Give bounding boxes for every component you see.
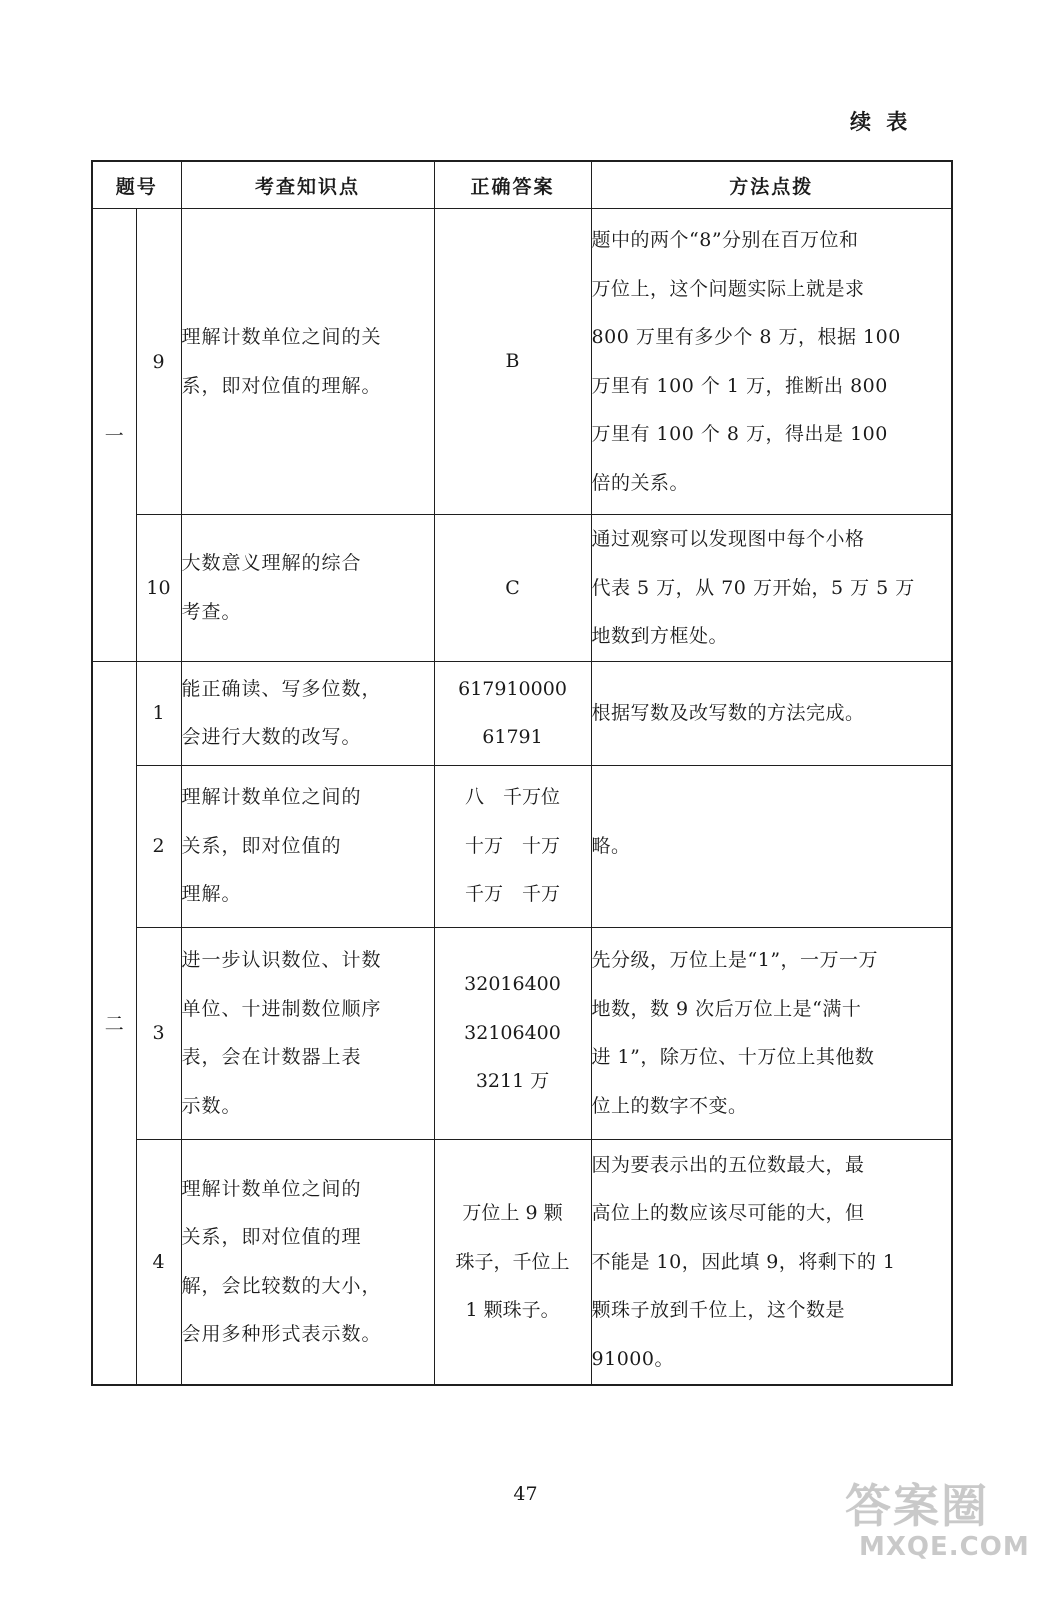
knowledge-point-line: 解，会比较数的大小， [181,1274,382,1297]
knowledge-point-line: 能正确读、写多位数， [181,677,382,700]
method-tip-line: 地数到方框处。 [591,625,729,647]
section-label: 二 [92,661,136,1385]
method-tip-line: 地数，数 9 次后万位上是“满十 [591,997,862,1020]
correct-answer-line: C [505,576,520,599]
table-row [92,515,952,662]
knowledge-point-line: 会进行大数的改写。 [181,726,362,748]
method-tip-line: 通过观察可以发现图中每个小格 [591,528,865,550]
watermark-logo [845,1470,1045,1590]
knowledge-point-line: 理解计数单位之间的关 [181,326,382,348]
table-row [92,209,952,515]
correct-answer-line: 珠子，千位上 [455,1250,570,1273]
correct-answer-cell [434,927,591,1139]
continued-label: 续 表 [850,110,912,134]
knowledge-point-line: 理解计数单位之间的 [181,786,362,809]
question-number: 10 [136,515,181,662]
correct-answer-line: 3211 万 [475,1070,550,1093]
table-row [92,661,952,765]
method-tip-line: 题中的两个“8”分别在百万位和 [591,229,859,251]
method-tip-line: 800 万里有多少个 8 万，根据 100 [591,326,901,348]
table-row [92,765,952,927]
correct-answer-cell [434,765,591,927]
method-tip-line: 万里有 100 个 8 万，得出是 100 [591,423,888,445]
method-tip-line: 不能是 10，因此填 9，将剩下的 1 [591,1250,896,1273]
knowledge-point-line: 进一步认识数位、计数 [181,949,382,971]
method-tip-cell [591,661,952,765]
question-number: 4 [136,1139,181,1385]
correct-answer-line: 万位上 9 颗 [462,1202,563,1224]
knowledge-point-line: 表，会在计数器上表 [181,1046,362,1068]
question-number: 3 [136,927,181,1139]
correct-answer-line: 八 千万位 [465,786,561,809]
correct-answer-line: 千万 千万 [465,883,561,906]
knowledge-point-line: 考查。 [181,600,242,623]
knowledge-point-line: 大数意义理解的综合 [181,552,362,575]
correct-answer-line: 十万 十万 [465,834,561,857]
knowledge-point-cell [181,765,434,927]
header-knowledge-point: 考查知识点 [181,161,434,209]
header-correct-answer: 正确答案 [434,161,591,209]
correct-answer-line: 32016400 [464,973,561,996]
knowledge-point-line: 系，即对位值的理解。 [181,374,382,397]
correct-answer-line: B [505,350,520,373]
knowledge-point-line: 关系，即对位值的 [181,834,342,857]
knowledge-point-line: 单位、十进制数位顺序 [181,997,382,1020]
method-tip-line: 高位上的数应该尽可能的大，但 [591,1202,865,1224]
knowledge-point-cell [181,515,434,662]
method-tip-line: 位上的数字不变。 [591,1094,748,1117]
correct-answer-cell [434,209,591,515]
method-tip-line: 91000。 [591,1347,674,1370]
method-tip-line: 进 1”，除万位、十万位上其他数 [591,1046,875,1068]
correct-answer-line: 1 颗珠子。 [465,1299,560,1321]
method-tip-line: 颗珠子放到千位上，这个数是 [591,1299,846,1321]
correct-answer-line: 32106400 [464,1021,561,1044]
knowledge-point-line: 理解计数单位之间的 [181,1177,362,1200]
knowledge-point-cell [181,1139,434,1385]
knowledge-point-cell [181,209,434,515]
question-number: 1 [136,661,181,765]
method-tip-line: 代表 5 万，从 70 万开始，5 万 5 万 [591,576,915,599]
method-tip-cell [591,515,952,662]
method-tip-cell [591,927,952,1139]
method-tip-cell [591,1139,952,1385]
method-tip-cell [591,209,952,515]
table-row [92,1139,952,1385]
correct-answer-cell [434,661,591,765]
page-number: 47 [513,1483,538,1505]
method-tip-line: 万里有 100 个 1 万，推断出 800 [591,374,888,397]
knowledge-point-line: 关系，即对位值的理 [181,1226,362,1249]
knowledge-point-line: 理解。 [181,883,242,906]
watermark-text: 答案圈 [845,1479,989,1533]
knowledge-point-cell [181,661,434,765]
method-tip-line: 倍的关系。 [591,471,690,494]
correct-answer-line: 61791 [482,726,543,748]
correct-answer-cell [434,1139,591,1385]
method-tip-line: 略。 [591,834,631,857]
method-tip-line: 万位上，这个问题实际上就是求 [591,277,865,300]
method-tip-cell [591,765,952,927]
knowledge-point-line: 示数。 [181,1094,242,1117]
method-tip-line: 因为要表示出的五位数最大，最 [591,1153,865,1176]
section-label: 一 [92,209,136,662]
header-question-no: 题号 [92,161,181,209]
answer-table [91,160,953,1386]
knowledge-point-line: 会用多种形式表示数。 [181,1323,382,1346]
correct-answer-cell [434,515,591,662]
correct-answer-line: 617910000 [458,677,567,700]
header-method-tip: 方法点拨 [591,161,952,209]
method-tip-line: 先分级，万位上是“1”，一万一万 [591,949,879,971]
method-tip-line: 根据写数及改写数的方法完成。 [591,701,865,724]
watermark-url: MXQE.COM [859,1532,1030,1562]
table-row [92,927,952,1139]
question-number: 2 [136,765,181,927]
knowledge-point-cell [181,927,434,1139]
header-row [92,161,952,209]
question-number: 9 [136,209,181,515]
